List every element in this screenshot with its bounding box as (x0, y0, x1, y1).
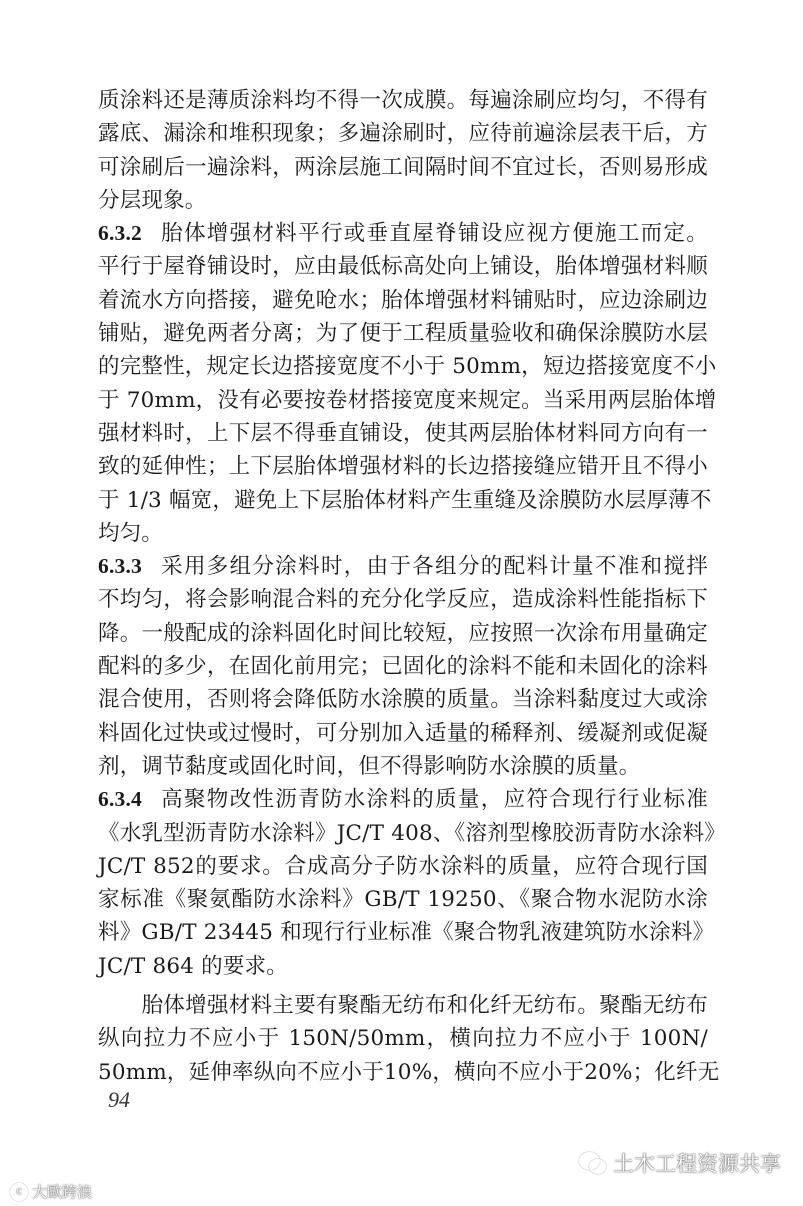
watermark-account (579, 1148, 781, 1178)
clause-number: 6.3.3 (98, 554, 142, 579)
watermark-source (10, 1181, 92, 1202)
text-line: 着流水方向搭接，避免呛水；胎体增强材料铺贴时，应边涂刷边 (98, 287, 708, 313)
text-line: 剂，调节黏度或固化时间，但不得影响防水涂膜的质量。 (98, 753, 641, 779)
text-line: 分层现象。 (98, 187, 207, 213)
text-line: 混合使用，否则将会降低防水涂膜的质量。当涂料黏度过大或涂 (98, 687, 708, 713)
wechat-icon (579, 1152, 605, 1174)
text-line: 配料的多少，在固化前用完；已固化的涂料不能和未固化的涂料 (98, 654, 708, 680)
clause-6-3-4-heading-line (98, 783, 708, 816)
text-line: 于 1/3 幅宽，避免上下层胎体材料产生重缝及涂膜防水层厚薄不 (98, 487, 712, 513)
text-line: 料》GB/T 23445 和现行行业标准《聚合物乳液建筑防水涂料》 (98, 920, 715, 946)
text-line: 铺贴，避免两者分离；为了便于工程质量验收和确保涂膜防水层 (98, 321, 708, 347)
text-line: 不均匀，将会影响混合料的充分化学反应，造成涂料性能指标下 (98, 587, 708, 613)
text-line: 的完整性，规定长边搭接宽度不小于 50mm，短边搭接宽度不小 (98, 354, 717, 380)
text-line: 露底、漏涂和堆积现象；多遍涂刷时，应待前遍涂层表干后，方 (98, 121, 708, 147)
clause-number: 6.3.2 (98, 221, 142, 246)
text-line: 致的延伸性；上下层胎体增强材料的长边搭接缝应错开且不得小 (98, 454, 708, 480)
text-line: JC/T 864 的要求。 (98, 953, 288, 979)
clause-text: 采用多组分涂料时，由于各组分的配料计量不准和搅拌 (160, 554, 708, 580)
text-line: 强材料时，上下层不得垂直铺设，使其两层胎体材料同方向有一 (98, 420, 708, 446)
text-line: 50mm，延伸率纵向不应小于10%，横向不应小于20%；化纤无 (98, 1059, 720, 1085)
text-line: 于 70mm，没有必要按卷材搭接宽度来规定。当采用两层胎体增 (98, 387, 717, 413)
watermark-account-name: 土木工程资源共享 (613, 1152, 781, 1176)
text-line: 胎体增强材料主要有聚酯无纺布和化纤无纺布。聚酯无纺布 (98, 993, 708, 1019)
text-line: 纵向拉力不应小于 150N/50mm，横向拉力不应小于 100N/ (98, 1026, 708, 1052)
clause-6-3-2-heading-line (98, 217, 708, 250)
text-line: JC/T 852的要求。合成高分子防水涂料的质量，应符合现行国 (98, 853, 708, 879)
text-line: 家标准《聚氨酯防水涂料》GB/T 19250、《聚合物水泥防水涂 (98, 887, 708, 913)
copyleft-icon: c (10, 1183, 28, 1201)
text-line: 降。一般配成的涂料固化时间比较短，应按照一次涂布用量确定 (98, 620, 708, 646)
clause-6-3-3-heading-line (98, 550, 708, 583)
text-line: 平行于屋脊铺设时，应由最低标高处向上铺设，胎体增强材料顺 (98, 254, 708, 280)
text-line: 质涂料还是薄质涂料均不得一次成膜。每遍涂刷应均匀，不得有 (98, 88, 708, 113)
text-line: 《水乳型沥青防水涂料》JC/T 408、《溶剂型橡胶沥青防水涂料》 (98, 820, 726, 846)
text-line: 均匀。 (98, 520, 164, 546)
clause-text: 高聚物改性沥青防水涂料的质量，应符合现行行业标准 (160, 787, 708, 813)
page-number: 94 (108, 1087, 130, 1112)
watermark-source-name: 大歐跨浪 (32, 1183, 93, 1201)
text-line: 料固化过快或过慢时，可分别加入适量的稀释剂、缓凝剂或促凝 (98, 720, 708, 746)
text-line: 可涂刷后一遍涂料，两涂层施工间隔时间不宜过长，否则易形成 (98, 154, 708, 180)
clause-text: 胎体增强材料平行或垂直屋脊铺设应视方便施工而定。 (160, 221, 708, 247)
clause-number: 6.3.4 (98, 787, 142, 812)
document-body (98, 84, 726, 1089)
